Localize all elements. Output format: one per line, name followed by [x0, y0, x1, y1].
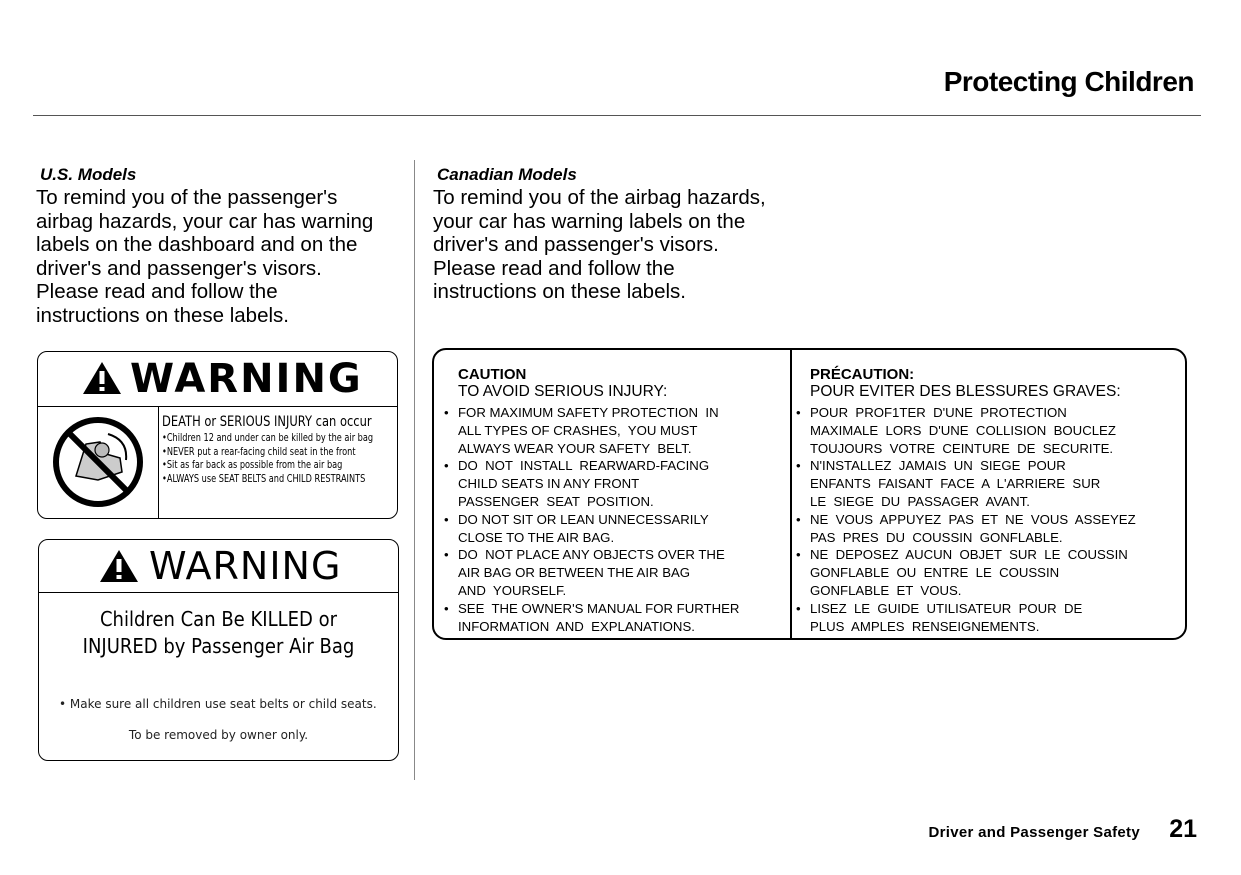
warning-heading: WARNING	[130, 356, 363, 402]
precaution-item: • NE VOUS APPUYEZ PAS ET NE VOUS ASSEYEZ PAS PRES DU COUSSIN GONFLABLE.	[796, 511, 1176, 547]
warning-body	[57, 606, 380, 660]
canadian-intro	[433, 186, 766, 304]
precaution-item: • LISEZ LE GUIDE UTILISATEUR POUR DE PLUS AMPLES RENSEIGNEMENTS.	[796, 600, 1176, 636]
precaution-list	[796, 404, 1176, 635]
caution-item: • DO NOT INSTALL REARWARD-FACING CHILD SEATS IN ANY FRONT PASSENGER SEAT POSITION.	[444, 457, 784, 510]
warning-heading: WARNING	[149, 544, 342, 588]
us-intro-line: driver's and passenger's visors.	[36, 256, 322, 280]
warning-bullet: • Children 12 and under can be killed by the air bag	[162, 432, 345, 446]
caution-subtitle: TO AVOID SERIOUS INJURY:	[458, 383, 668, 400]
precaution-item: • NE DEPOSEZ AUCUN OBJET SUR LE COUSSIN GONFLABLE OU ENTRE LE COUSSIN GONFLABLE ET VOUS.	[796, 546, 1176, 599]
title-divider	[33, 115, 1201, 116]
precaution-title: PRÉCAUTION:	[810, 366, 915, 383]
canadian-intro-line: To remind you of the airbag hazards,	[433, 186, 766, 209]
caution-item: • DO NOT SIT OR LEAN UNNECESSARILY CLOSE TO THE AIR BAG.	[444, 511, 784, 547]
canadian-intro-line: your car has warning labels on the	[433, 209, 746, 233]
warning-header	[39, 540, 398, 593]
caution-title: CAUTION	[458, 366, 527, 383]
warning-body-line: Children Can Be KILLED or	[99, 607, 338, 631]
dashboard-warning-label	[37, 351, 398, 519]
page-title: Protecting Children	[943, 66, 1194, 97]
warning-note: • Make sure all children use seat belts or child seats.	[59, 697, 377, 711]
caution-french-panel	[796, 366, 1176, 635]
precaution-item: • N'INSTALLEZ JAMAIS UN SIEGE POUR ENFANTS FAISANT FACE A L'ARRIERE SUR LE SIEGE DU PASSAGER AVANT.	[796, 457, 1176, 510]
warning-headline: DEATH or SERIOUS INJURY can occur	[162, 414, 372, 430]
caution-list	[444, 404, 784, 635]
canadian-models-label: Canadian Models	[437, 165, 577, 184]
precaution-subtitle: POUR EVITER DES BLESSURES GRAVES:	[810, 383, 1121, 400]
warning-bullet: • Sit as far back as possible from the air bag	[162, 459, 345, 473]
no-rear-facing-seat-pictogram	[38, 406, 159, 518]
us-intro-line: Please read and follow the	[36, 280, 278, 304]
us-intro-line: labels on the dashboard and on the	[36, 233, 358, 257]
us-intro-line: To remind you of the passenger's	[36, 186, 338, 209]
caution-item: • DO NOT PLACE ANY OBJECTS OVER THE AIR BAG OR BETWEEN THE AIR BAG AND YOURSELF.	[444, 546, 784, 599]
warning-body-line: INJURED by Passenger Air Bag	[82, 634, 355, 658]
canadian-intro-line: instructions on these labels.	[433, 280, 686, 304]
column-divider	[414, 160, 415, 780]
warning-bullets	[162, 432, 396, 486]
no-child-seat-icon	[48, 414, 148, 510]
warning-triangle-icon	[82, 361, 122, 395]
removal-note: To be removed by owner only.	[128, 728, 309, 742]
caution-divider	[790, 350, 792, 638]
warning-header	[38, 352, 397, 407]
precaution-item: • POUR PROF1TER D'UNE PROTECTION MAXIMALE LORS D'UNE COLLISION BOUCLEZ TOUJOURS VOTRE CEINTURE DE SECURITE.	[796, 404, 1176, 457]
canadian-intro-line: Please read and follow the	[433, 256, 675, 280]
page-number: 21	[1169, 815, 1197, 843]
us-intro-line: airbag hazards, your car has warning	[36, 209, 374, 233]
warning-triangle-icon	[99, 549, 139, 583]
canadian-intro-line: driver's and passenger's visors.	[433, 233, 719, 257]
caution-item: • SEE THE OWNER'S MANUAL FOR FURTHER INFORMATION AND EXPLANATIONS.	[444, 600, 784, 636]
caution-english-panel	[444, 366, 784, 635]
visor-warning-label	[38, 539, 399, 761]
caution-item: • FOR MAXIMUM SAFETY PROTECTION IN ALL TYPES OF CRASHES, YOU MUST ALWAYS WEAR YOUR SAFETY BELT.	[444, 404, 784, 457]
warning-bullet: • NEVER put a rear-facing child seat in the front	[162, 446, 345, 460]
footer-section-title: Driver and Passenger Safety	[928, 824, 1140, 841]
us-intro-line: instructions on these labels.	[36, 303, 289, 327]
us-intro	[36, 186, 373, 328]
warning-text	[162, 414, 396, 486]
us-models-label: U.S. Models	[40, 165, 137, 184]
warning-bullet: • ALWAYS use SEAT BELTS and CHILD RESTRAINTS	[162, 473, 345, 487]
caution-label	[432, 348, 1187, 640]
